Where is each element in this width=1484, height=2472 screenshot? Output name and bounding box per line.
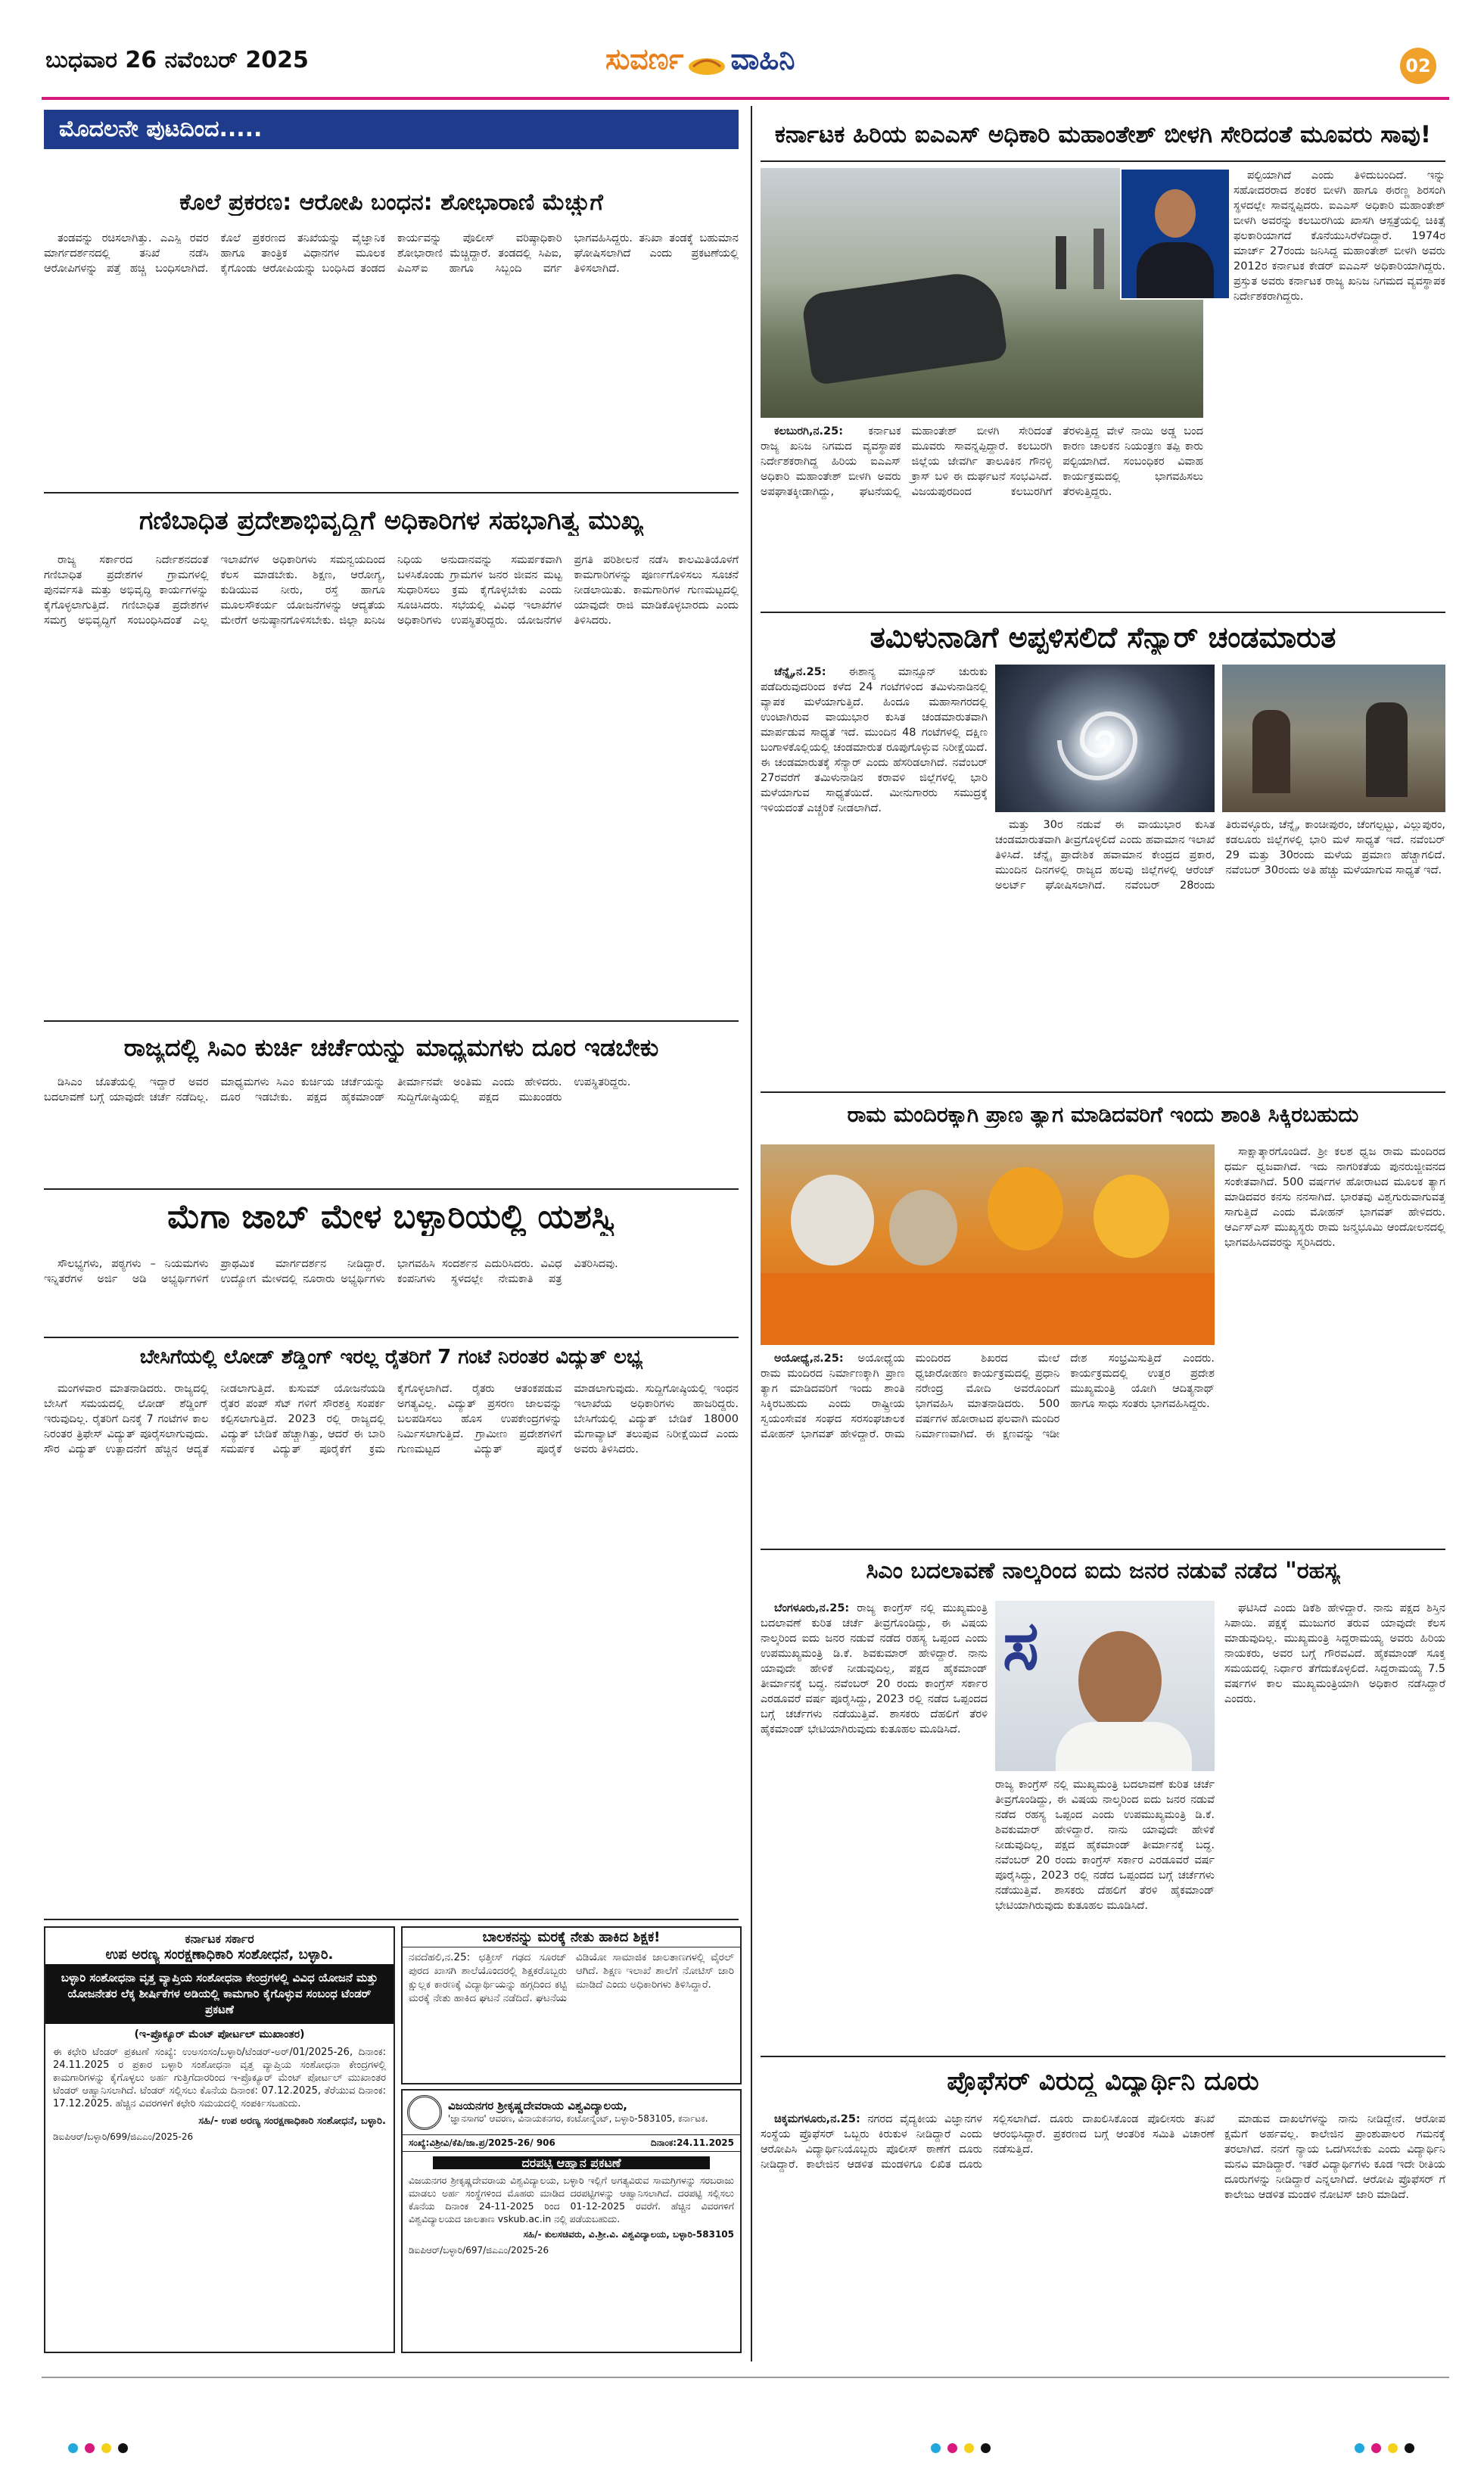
black-dot	[118, 2443, 128, 2453]
article-4-text: ಸೌಲಭ್ಯಗಳು, ಪಠ್ಯಗಳು – ನಿಯಮಗಳು ಇನ್ನಿತರೆಗಳ ಅರ್ಜಿ ಅಡಿ ಅಭ್ಯರ್ಥಿಗಳಿಗೆ ಪ್ರಾಥಮಿಕ ಮಾರ್ಗದರ್ಶನ ನೀಡಿದ್ದಾರೆ. ಉದ್ಯೋಗ ಮೇಳದಲ್ಲಿ ನೂರಾರು ಅಭ್ಯರ್ಥಿಗಳು ಭಾಗವಹಿಸಿ ಸಂದರ್ಶನ ಎದುರಿಸಿದರು. ವಿವಿಧ ಕಂಪನಿಗಳು ಸ್ಥಳದಲ್ಲೇ ನೇಮಕಾತಿ ಪತ್ರ ವಿತರಿಸಿದವು.	[44, 1258, 618, 1285]
divider	[44, 1919, 739, 1920]
r1-body-continued	[1234, 168, 1445, 606]
tender-notice-forest	[44, 1926, 395, 2353]
masthead-rule	[42, 97, 1449, 100]
article-3-body	[44, 1075, 739, 1185]
magenta-dot	[947, 2443, 957, 2453]
r2-body	[761, 665, 988, 1088]
r4-body	[761, 1601, 988, 2051]
r3-para	[761, 1351, 1215, 1442]
article-4-body	[44, 1256, 739, 1332]
tender-notice-university	[401, 2089, 742, 2353]
article-1-text: ತಂಡವನ್ನು ರಚಿಸಲಾಗಿತ್ತು. ಎಎಸ್ಪಿ ರವರ ಮಾರ್ಗದರ್ಶನದಲ್ಲಿ ತನಿಖೆ ನಡೆಸಿ ಆರೋಪಿಗಳನ್ನು ಪತ್ತೆ ಹಚ್ಚಿ ಬಂಧಿಸಲಾಗಿದೆ. ಕೊಲೆ ಪ್ರಕರಣದ ತನಿಖೆಯನ್ನು ವೈಜ್ಞಾನಿಕ ಹಾಗೂ ತಾಂತ್ರಿಕ ವಿಧಾನಗಳ ಮೂಲಕ ಕೈಗೊಂಡು ಆರೋಪಿಯನ್ನು ಬಂಧಿಸಿದ ತಂಡದ ಕಾರ್ಯವನ್ನು ಪೊಲೀಸ್ ವರಿಷ್ಠಾಧಿಕಾರಿ ಶೋಭಾರಾಣಿ ಮೆಚ್ಚಿದ್ದಾರೆ. ತಂಡದಲ್ಲಿ ಸಿಪಿಐ, ಪಿಎಸ್ಐ ಹಾಗೂ ಸಿಬ್ಬಂದಿ ವರ್ಗ ಭಾಗವಹಿಸಿದ್ದರು. ತನಿಖಾ ತಂಡಕ್ಕೆ ಬಹುಮಾನ ಘೋಷಿಸಲಾಗಿದೆ ಎಂದು ಪ್ರಕಟಣೆಯಲ್ಲಿ ತಿಳಿಸಲಾಗಿದೆ.	[44, 232, 739, 275]
r2-text-2: ಮತ್ತು 30ರ ನಡುವೆ ಈ ವಾಯುಭಾರ ಕುಸಿತ ಚಂಡಮಾರುತವಾಗಿ ತೀವ್ರಗೊಳ್ಳಲಿದೆ ಎಂದು ಹವಾಮಾನ ಇಲಾಖೆ ತಿಳಿಸಿದೆ. ಚೆನ್ನೈ ಪ್ರಾದೇಶಿಕ ಹವಾಮಾನ ಕೇಂದ್ರದ ಪ್ರಕಾರ, ಮುಂದಿನ ದಿನಗಳಲ್ಲಿ ರಾಜ್ಯದ ಹಲವು ಜಿಲ್ಲೆಗಳಲ್ಲಿ ಆರೆಂಜ್ ಅಲರ್ಟ್ ಘೋಷಿಸಲಾಗಿದೆ. ನವೆಂಬರ್ 28ರಂದು ತಿರುವಳ್ಳೂರು, ಚೆನ್ನೈ, ಕಾಂಚೀಪುರಂ, ಚೆಂಗಲ್ಪಟ್ಟು, ವಿಲ್ಲುಪುರಂ, ಕಡಲೂರು ಜಿಲ್ಲೆಗಳಲ್ಲಿ ಭಾರಿ ಮಳೆ ಸಾಧ್ಯತೆ ಇದೆ. ನವೆಂಬರ್ 29 ಮತ್ತು 30ರಂದು ಮಳೆಯ ಪ್ರಮಾಣ ಹೆಚ್ಚಾಗಲಿದೆ. ನವೆಂಬರ್ 30ರಂದು ಅತಿ ಹೆಚ್ಚು ಮಳೆಯಾಗುವ ಸಾಧ್ಯತೆ ಇದೆ.	[995, 819, 1445, 892]
cyan-dot	[1355, 2443, 1364, 2453]
article-5-text: ಮಂಗಳವಾರ ಮಾತನಾಡಿದರು. ರಾಜ್ಯದಲ್ಲಿ ಬೇಸಿಗೆ ಸಮಯದಲ್ಲಿ ಲೋಡ್ ಶೆಡ್ಡಿಂಗ್ ಇರುವುದಿಲ್ಲ. ರೈತರಿಗೆ ದಿನಕ್ಕೆ 7 ಗಂಟೆಗಳ ಕಾಲ ನಿರಂತರ ತ್ರಿಫೇಸ್ ವಿದ್ಯುತ್ ಪೂರೈಸಲಾಗುವುದು. ಸೌರ ವಿದ್ಯುತ್ ಉತ್ಪಾದನೆಗೆ ಹೆಚ್ಚಿನ ಆದ್ಯತೆ ನೀಡಲಾಗುತ್ತಿದೆ. ಕುಸುಮ್ ಯೋಜನೆಯಡಿ ರೈತರ ಪಂಪ್ ಸೆಟ್ ಗಳಿಗೆ ಸೌರಶಕ್ತಿ ಸಂಪರ್ಕ ಕಲ್ಪಿಸಲಾಗುತ್ತಿದೆ. 2023 ರಲ್ಲಿ ರಾಜ್ಯದಲ್ಲಿ ವಿದ್ಯುತ್ ಬೇಡಿಕೆ ಹೆಚ್ಚಾಗಿತ್ತು, ಆದರೆ ಈ ಬಾರಿ ಸಮರ್ಪಕ ವಿದ್ಯುತ್ ಪೂರೈಕೆಗೆ ಕ್ರಮ ಕೈಗೊಳ್ಳಲಾಗಿದೆ. ರೈತರು ಆತಂಕಪಡುವ ಅಗತ್ಯವಿಲ್ಲ. ವಿದ್ಯುತ್ ಪ್ರಸರಣ ಜಾಲವನ್ನು ಬಲಪಡಿಸಲು ಹೊಸ ಉಪಕೇಂದ್ರಗಳನ್ನು ನಿರ್ಮಿಸಲಾಗುತ್ತಿದೆ. ಗ್ರಾಮೀಣ ಪ್ರದೇಶಗಳಿಗೆ ಗುಣಮಟ್ಟದ ವಿದ್ಯುತ್ ಪೂರೈಕೆ ಮಾಡಲಾಗುವುದು. ಸುದ್ದಿಗೋಷ್ಠಿಯಲ್ಲಿ ಇಂಧನ ಇಲಾಖೆಯ ಅಧಿಕಾರಿಗಳು ಹಾಜರಿದ್ದರು. ಬೇಸಿಗೆಯಲ್ಲಿ ವಿದ್ಯುತ್ ಬೇಡಿಕೆ 18000 ಮೆಗಾವ್ಯಾಟ್ ತಲುಪುವ ನಿರೀಕ್ಷೆಯಿದೆ ಎಂದು ಅವರು ತಿಳಿಸಿದರು.	[44, 1383, 739, 1455]
r2-para	[761, 665, 988, 816]
divider	[44, 492, 739, 493]
r1-body	[761, 424, 1203, 606]
r5-para	[761, 2112, 1215, 2172]
r3-text: ಅಯೋಧ್ಯೆಯ ರಾಮ ಮಂದಿರದ ನಿರ್ಮಾಣಕ್ಕಾಗಿ ಪ್ರಾಣ ತ್ಯಾಗ ಮಾಡಿದವರಿಗೆ ಇಂದು ಶಾಂತಿ ಸಿಕ್ಕಿರಬಹುದು ಎಂದು ರಾಷ್ಟ್ರೀಯ ಸ್ವಯಂಸೇವಕ ಸಂಘದ ಸರಸಂಘಚಾಲಕ ಮೋಹನ್ ಭಾಗವತ್ ಹೇಳಿದ್ದಾರೆ. ರಾಮ ಮಂದಿರದ ಶಿಖರದ ಮೇಲೆ ಧ್ವಜಾರೋಹಣ ಕಾರ್ಯಕ್ರಮದಲ್ಲಿ ಪ್ರಧಾನಿ ನರೇಂದ್ರ ಮೋದಿ ಅವರೊಂದಿಗೆ ಭಾಗವಹಿಸಿ ಮಾತನಾಡಿದರು. 500 ವರ್ಷಗಳ ಹೋರಾಟದ ಫಲವಾಗಿ ಮಂದಿರ ನಿರ್ಮಾಣವಾಗಿದೆ. ಈ ಕ್ಷಣವನ್ನು ಇಡೀ ದೇಶ ಸಂಭ್ರಮಿಸುತ್ತಿದೆ ಎಂದರು. ಕಾರ್ಯಕ್ರಮದಲ್ಲಿ ಉತ್ತರ ಪ್ರದೇಶ ಮುಖ್ಯಮಂತ್ರಿ ಯೋಗಿ ಆದಿತ್ಯನಾಥ್ ಹಾಗೂ ಸಾಧು ಸಂತರು ಭಾಗವಹಿಸಿದ್ದರು.	[761, 1353, 1215, 1440]
divider	[44, 1337, 739, 1338]
masthead	[0, 0, 1484, 76]
tender2-text: ವಿಜಯನಗರ ಶ್ರೀಕೃಷ್ಣದೇವರಾಯ ವಿಶ್ವವಿದ್ಯಾಲಯ, ಬಳ್ಳಾರಿ ಇಲ್ಲಿಗೆ ಅಗತ್ಯವಿರುವ ಸಾಮಗ್ರಿಗಳನ್ನು ಸರಬರಾಜು ಮಾಡಲು ಅರ್ಹ ಸಂಸ್ಥೆಗಳಿಂದ ಮೊಹರು ಮಾಡಿದ ದರಪಟ್ಟಿಗಳನ್ನು ಆಹ್ವಾನಿಸಲಾಗಿದೆ. ದರಪಟ್ಟಿ ಸಲ್ಲಿಸಲು ಕೊನೆಯ ದಿನಾಂಕ 24-11-2025 ರಿಂದ 01-12-2025 ರವರೆಗೆ. ಹೆಚ್ಚಿನ ವಿವರಗಳಿಗೆ ವಿಶ್ವವಿದ್ಯಾಲಯದ ಜಾಲತಾಣ vskub.ac.in ನಲ್ಲಿ ಪಡೆಯಬಹುದು.	[409, 2175, 734, 2224]
tender-gov: ಕರ್ನಾಟಕ ಸರ್ಕಾರ	[185, 1932, 254, 1946]
r5-body	[761, 2112, 1215, 2350]
r5-body-continued	[1224, 2112, 1445, 2350]
flood-damage-photo	[1222, 665, 1445, 812]
section-banner-text: ಮೊದಲನೇ ಪುಟದಿಂದ.....	[59, 116, 263, 142]
ram-mandir-event-photo	[761, 1144, 1215, 1345]
logo-emblem-icon	[687, 54, 726, 77]
article-6-headline: ಬಾಲಕನನ್ನು ಮರಕ್ಕೆ ನೇತು ಹಾಕಿದ ಶಿಕ್ಷಕ!	[403, 1928, 740, 1947]
paper-name-2: ವಾಹಿನಿ	[730, 42, 795, 76]
official-portrait-photo	[1120, 168, 1230, 300]
r5-dateline: ಚಿಕ್ಕಮಗಳೂರು,ನ.25:	[774, 2113, 860, 2125]
tender-ref-date: ದಿನಾಂಕ:24.11.2025	[650, 2137, 734, 2148]
r2-dateline: ಚೆನ್ನೈ,ನ.25:	[774, 666, 826, 678]
cyan-dot	[68, 2443, 78, 2453]
article-5-headline: ಬೇಸಿಗೆಯಲ್ಲಿ ಲೋಡ್ ಶೆಡ್ಡಿಂಗ್ ಇರಲ್ಲ ರೈತರಿಗೆ 7 ಗಂಟೆ ನಿರಂತರ ವಿದ್ಯುತ್ ಲಭ್ಯ	[139, 1346, 643, 1368]
registration-marks-center	[931, 2443, 1082, 2455]
yellow-dot	[1388, 2443, 1398, 2453]
tender-office: ಉಪ ಅರಣ್ಯ ಸಂರಕ್ಷಣಾಧಿಕಾರಿ ಸಂಶೋಧನೆ, ಬಳ್ಳಾರಿ.	[105, 1947, 334, 1963]
r5-text-2: ಮಾಡುವ ದಾಖಲೆಗಳನ್ನು ನಾನು ನೀಡಿದ್ದೇನೆ. ಆರೋಪ ಕ್ಷಮೆಗೆ ಅರ್ಹವಲ್ಲ. ಕಾಲೇಜಿನ ಪ್ರಾಂಶುಪಾಲರ ಗಮನಕ್ಕೆ ತರಲಾಗಿದೆ. ನನಗೆ ನ್ಯಾಯ ಒದಗಿಸಬೇಕು ಎಂದು ವಿದ್ಯಾರ್ಥಿನಿ ಮನವಿ ಮಾಡಿದ್ದಾರೆ. ಇತರೆ ವಿದ್ಯಾರ್ಥಿಗಳು ಕೂಡ ಇದೇ ರೀತಿಯ ದೂರುಗಳನ್ನು ನೀಡಿದ್ದಾರೆ ಎನ್ನಲಾಗಿದೆ. ಆರೋಪಿ ಪ್ರೊಫೆಸರ್ ಗೆ ಕಾಲೇಜು ಆಡಳಿತ ಮಂಡಳಿ ನೋಟಿಸ್ ಜಾರಿ ಮಾಡಿದೆ.	[1224, 2113, 1445, 2201]
article-6-text: ನವದೆಹಲಿ,ನ.25: ಛತ್ತೀಸ್ ಗಢದ ಸೂರಜ್ ಪುರದ ಖಾಸಗಿ ಶಾಲೆಯೊಂದರಲ್ಲಿ ಶಿಕ್ಷಕರೊಬ್ಬರು ಕ್ಷುಲ್ಲಕ ಕಾರಣಕ್ಕೆ ವಿದ್ಯಾರ್ಥಿಯನ್ನು ಹಗ್ಗದಿಂದ ಕಟ್ಟಿ ಮರಕ್ಕೆ ನೇತು ಹಾಕಿದ ಘಟನೆ ನಡೆದಿದೆ. ಘಟನೆಯ ವಿಡಿಯೋ ಸಾಮಾಜಿಕ ಜಾಲತಾಣಗಳಲ್ಲಿ ವೈರಲ್ ಆಗಿದೆ. ಶಿಕ್ಷಣ ಇಲಾಖೆ ಶಾಲೆಗೆ ನೋಟಿಸ್ ಜಾರಿ ಮಾಡಿದೆ ಎಂದು ಅಧಿಕಾರಿಗಳು ತಿಳಿಸಿದ್ದಾರೆ.	[409, 1951, 734, 2004]
university-address: 'ಜ್ಞಾನಸಾಗರ' ಆವರಣ, ವಿನಾಯಕನಗರ, ಕಂಟೋನ್ಮೆಂಟ್, ಬಳ್ಳಾರಿ-583105, ಕರ್ನಾಟಕ.	[448, 2113, 708, 2124]
r4-text-mid: ರಾಜ್ಯ ಕಾಂಗ್ರೆಸ್ ನಲ್ಲಿ ಮುಖ್ಯಮಂತ್ರಿ ಬದಲಾವಣೆ ಕುರಿತ ಚರ್ಚೆ ತೀವ್ರಗೊಂಡಿದ್ದು, ಈ ವಿಷಯ ನಾಲ್ಕರಿಂದ ಐದು ಜನರ ನಡುವೆ ನಡೆದ ರಹಸ್ಯ ಒಪ್ಪಂದ ಎಂದು ಉಪಮುಖ್ಯಮಂತ್ರಿ ಡಿ.ಕೆ. ಶಿವಕುಮಾರ್ ಹೇಳಿದ್ದಾರೆ. ನಾನು ಯಾವುದೇ ಹೇಳಿಕೆ ನೀಡುವುದಿಲ್ಲ, ಪಕ್ಷದ ಹೈಕಮಾಂಡ್ ತೀರ್ಮಾನಕ್ಕೆ ಬದ್ಧ. ನವೆಂಬರ್ 20 ರಂದು ಕಾಂಗ್ರೆಸ್ ಸರ್ಕಾರ ಎರಡೂವರೆ ವರ್ಷ ಪೂರೈಸಿದ್ದು, 2023 ರಲ್ಲಿ ನಡೆದ ಒಪ್ಪಂದದ ಬಗ್ಗೆ ಚರ್ಚೆಗಳು ನಡೆಯುತ್ತಿವೆ. ಶಾಸಕರು ದೆಹಲಿಗೆ ತೆರಳಿ ಹೈಕಮಾಂಡ್ ಭೇಟಿಯಾಗಿರುವುದು ಕುತೂಹಲ ಮೂಡಿಸಿದೆ.	[995, 1779, 1215, 1912]
article-6-box	[401, 1926, 742, 2084]
page-number-badge	[1400, 48, 1436, 84]
r3-text-2: ಸಾಕ್ಷಾತ್ಕಾರಗೊಂಡಿದೆ. ಶ್ರೀ ಕಲಶ ಧ್ವಜ ರಾಮ ಮಂದಿರದ ಧರ್ಮ ಧ್ವಜವಾಗಿದೆ. ಇದು ನಾಗರಿಕತೆಯ ಪುನರುಜ್ಜೀವನದ ಸಂಕೇತವಾಗಿದೆ. 500 ವರ್ಷಗಳ ಹೋರಾಟದ ಮೂಲಕ ತ್ಯಾಗ ಮಾಡಿದವರ ಕನಸು ನನಸಾಗಿದೆ. ಭಾರತವು ವಿಶ್ವಗುರುವಾಗುವತ್ತ ಸಾಗುತ್ತಿದೆ ಎಂದು ಮೋಹನ್ ಭಾಗವತ್ ಹೇಳಿದರು. ಆರ್ಎಸ್ಎಸ್ ಮುಖ್ಯಸ್ಥರು ರಾಮ ಜನ್ಮಭೂಮಿ ಆಂದೋಲನದಲ್ಲಿ ಭಾಗವಹಿಸಿದವರನ್ನು ಸ್ಮರಿಸಿದರು.	[1224, 1146, 1445, 1249]
r3-body-continued	[1224, 1144, 1445, 1544]
r1-text: ಕರ್ನಾಟಕ ರಾಜ್ಯ ಖನಿಜ ನಿಗಮದ ವ್ಯವಸ್ಥಾಪಕ ನಿರ್ದೇಶಕರಾಗಿದ್ದ ಹಿರಿಯ ಐಎಎಸ್ ಅಧಿಕಾರಿ ಮಹಾಂತೇಶ್ ಬೀಳಗಿ ಅವರು ಅಪಘಾತಕ್ಕೀಡಾಗಿದ್ದು, ಘಟನೆಯಲ್ಲಿ ಮಹಾಂತೇಶ್ ಬೀಳಗಿ ಸೇರಿದಂತೆ ಮೂವರು ಸಾವನ್ನಪ್ಪಿದ್ದಾರೆ. ಕಲಬುರಗಿ ಜಿಲ್ಲೆಯ ಜೇವರ್ಗಿ ತಾಲೂಕಿನ ಗೌನಳ್ಳಿ ಕ್ರಾಸ್ ಬಳಿ ಈ ದುರ್ಘಟನೆ ಸಂಭವಿಸಿದೆ. ವಿಜಯಪುರದಿಂದ ಕಲಬುರಗಿಗೆ ತೆರಳುತ್ತಿದ್ದ ವೇಳೆ ನಾಯಿ ಅಡ್ಡ ಬಂದ ಕಾರಣ ಚಾಲಕನ ನಿಯಂತ್ರಣ ತಪ್ಪಿ ಕಾರು ಪಲ್ಟಿಯಾಗಿದೆ. ಸಂಬಂಧಿಕರ ವಿವಾಹ ಕಾರ್ಯಕ್ರಮದಲ್ಲಿ ಭಾಗವಹಿಸಲು ತೆರಳುತ್ತಿದ್ದರು.	[761, 425, 1203, 498]
r1-dateline: ಕಲಬುರಗಿ,ನ.25:	[774, 425, 844, 437]
registration-marks-right	[1355, 2443, 1445, 2455]
r4-text-2: ಘಟಿಸಿದೆ ಎಂದು ಡಿಕೆಶಿ ಹೇಳಿದ್ದಾರೆ. ನಾನು ಪಕ್ಷದ ಶಿಸ್ತಿನ ಸಿಪಾಯಿ. ಪಕ್ಷಕ್ಕೆ ಮುಜುಗರ ತರುವ ಯಾವುದೇ ಕೆಲಸ ಮಾಡುವುದಿಲ್ಲ. ಮುಖ್ಯಮಂತ್ರಿ ಸಿದ್ದರಾಮಯ್ಯ ಅವರು ಹಿರಿಯ ನಾಯಕರು, ಅವರ ಬಗ್ಗೆ ಗೌರವವಿದೆ. ಹೈಕಮಾಂಡ್ ಸೂಕ್ತ ಸಮಯದಲ್ಲಿ ನಿರ್ಧಾರ ತೆಗೆದುಕೊಳ್ಳಲಿದೆ. ಸಿದ್ದರಾಮಯ್ಯ 7.5 ವರ್ಷಗಳ ಕಾಲ ಮುಖ್ಯಮಂತ್ರಿಯಾಗಿ ಅಧಿಕಾರ ನಡೆಸಿದ್ದಾರೆ ಎಂದರು.	[1224, 1602, 1445, 1705]
divider	[761, 612, 1445, 613]
dk-shivakumar-photo: ಸ	[995, 1601, 1215, 1771]
r1-text-2: ಪಲ್ಟಿಯಾಗಿದೆ ಎಂದು ತಿಳಿದುಬಂದಿದೆ. ಇನ್ನು ಸಹೋದರರಾದ ಶಂಕರ ಬೀಳಗಿ ಹಾಗೂ ಈರಣ್ಣ ಶಿರಸಂಗಿ ಸ್ಥಳದಲ್ಲೇ ಸಾವನ್ನಪ್ಪಿದರು. ಐಎಎಸ್ ಅಧಿಕಾರಿ ಮಹಾಂತೇಶ್ ಬೀಳಗಿ ಅವರನ್ನು ಕಲಬುರಗಿಯ ಖಾಸಗಿ ಆಸ್ಪತ್ರೆಯಲ್ಲಿ ಚಿಕಿತ್ಸೆ ಫಲಕಾರಿಯಾಗದೆ ಕೊನೆಯುಸಿರೆಳೆದಿದ್ದಾರೆ. 1974ರ ಮಾರ್ಚ್ 27ರಂದು ಜನಿಸಿದ್ದ ಮಹಾಂತೇಶ್ ಬೀಳಗಿ ಅವರು 2012ರ ಕರ್ನಾಟಕ ಕೇಡರ್ ಐಎಎಸ್ ಅಧಿಕಾರಿಯಾಗಿದ್ದರು. ಪ್ರಸ್ತುತ ಅವರು ಕರ್ನಾಟಕ ರಾಜ್ಯ ಖನಿಜ ನಿಗಮದ ವ್ಯವಸ್ಥಾಪಕ ನಿರ್ದೇಶಕರಾಗಿದ್ದರು.	[1234, 170, 1445, 303]
tender-text: ಈ ಕಛೇರಿ ಟೆಂಡರ್ ಪ್ರಕಟಣೆ ಸಂಖ್ಯೆ: ಉಅಸಂಸಂ/ಬಳ್ಳಾರಿ/ಟೆಂಡರ್-ಅರ್/01/2025-26, ದಿನಾಂಕ: 24.11.2025 ರ ಪ್ರಕಾರ ಬಳ್ಳಾರಿ ಸಂಶೋಧನಾ ವೃತ್ತ ವ್ಯಾಪ್ತಿಯ ಸಂಶೋಧನಾ ಕೇಂದ್ರಗಳಲ್ಲಿ ಕಾಮಗಾರಿಗಳನ್ನು ಕೈಗೊಳ್ಳಲು ಅರ್ಹ ಗುತ್ತಿಗೆದಾರರಿಂದ ಇ-ಪ್ರೊಕ್ಯೂರ್ ಮೆಂಟ್ ಪೋರ್ಟಲ್ ಮುಖಾಂತರ ಟೆಂಡರ್ ಆಹ್ವಾನಿಸಲಾಗಿದೆ. ಟೆಂಡರ್ ಸಲ್ಲಿಸಲು ಕೊನೆಯ ದಿನಾಂಕ: 07.12.2025, ತೆರೆಯುವ ದಿನಾಂಕ: 17.12.2025. ಹೆಚ್ಚಿನ ವಿವರಗಳಿಗೆ ಕಛೇರಿ ಸಮಯದಲ್ಲಿ ಸಂಪರ್ಕಿಸಬಹುದು.	[53, 2047, 386, 2109]
tender-code: ಡಿಐಪಿಆರ್/ಬಳ್ಳಾರಿ/699/ಜಿಎಎಂ/2025-26	[53, 2131, 194, 2142]
section-banner	[44, 110, 739, 149]
tender2-code: ಡಿಐಪಿಆರ್/ಬಳ್ಳಾರಿ/697/ಜಿಎಎಂ/2025-26	[409, 2245, 549, 2256]
r4-para	[761, 1601, 988, 1737]
paper-name-1: ಸುವರ್ಣ	[605, 42, 684, 76]
article-2-headline: ಗಣಿಬಾಧಿತ ಪ್ರದೇಶಾಭಿವೃದ್ಧಿಗೆ ಅಧಿಕಾರಿಗಳ ಸಹಭಾಗಿತ್ವ ಮುಖ್ಯ	[139, 506, 643, 536]
r4-dateline: ಬೆಂಗಳೂರು,ನ.25:	[774, 1602, 850, 1614]
tender2-title: ದರಪಟ್ಟಿ ಆಹ್ವಾನ ಪ್ರಕಟಣೆ	[433, 2156, 710, 2169]
divider	[761, 1549, 1445, 1550]
university-name: ವಿಜಯನಗರ ಶ್ರೀಕೃಷ್ಣದೇವರಾಯ ವಿಶ್ವವಿದ್ಯಾಲಯ,	[448, 2099, 628, 2112]
page-number: 02	[1405, 55, 1431, 76]
university-seal-icon	[407, 2095, 442, 2130]
r5-headline: ಪ್ರೊಫೆಸರ್ ವಿರುದ್ಧ ವಿದ್ಯಾರ್ಥಿನಿ ದೂರು	[947, 2066, 1259, 2097]
article-4-headline: ಮೆಗಾ ಜಾಬ್ ಮೇಳ ಬಳ್ಳಾರಿಯಲ್ಲಿ ಯಶಸ್ವಿ	[167, 1197, 615, 1236]
article-3-headline: ರಾಜ್ಯದಲ್ಲಿ ಸಿಎಂ ಕುರ್ಚಿ ಚರ್ಚೆಯನ್ನು ಮಾಧ್ಯಮಗಳು ದೂರ ಇಡಬೇಕು	[123, 1033, 659, 1062]
r3-body	[761, 1351, 1215, 1544]
magenta-dot	[1371, 2443, 1381, 2453]
column-divider	[751, 106, 752, 2361]
tender-sub: (ಇ-ಪ್ರೊಕ್ಯೂರ್ ಮೆಂಟ್ ಪೋರ್ಟಲ್ ಮುಖಾಂತರ)	[134, 2028, 305, 2041]
cyclone-satellite-photo	[995, 665, 1215, 812]
r1-headline: ಕರ್ನಾಟಕ ಹಿರಿಯ ಐಎಎಸ್ ಅಧಿಕಾರಿ ಮಹಾಂತೇಶ್ ಬೀಳಗಿ ಸೇರಿದಂತೆ ಮೂವರು ಸಾವು!	[774, 121, 1432, 148]
article-2-body	[44, 553, 739, 1007]
yellow-dot	[101, 2443, 111, 2453]
yellow-dot	[964, 2443, 974, 2453]
r5-text: ನಗರದ ವೈದ್ಯಕೀಯ ವಿಜ್ಞಾನಗಳ ಸಂಸ್ಥೆಯ ಪ್ರೊಫೆಸರ್ ಒಬ್ಬರು ಕಿರುಕುಳ ನೀಡಿದ್ದಾರೆ ಎಂದು ಆರೋಪಿಸಿ ವಿದ್ಯಾರ್ಥಿನಿಯೊಬ್ಬರು ಪೊಲೀಸ್ ಠಾಣೆಗೆ ದೂರು ನೀಡಿದ್ದಾರೆ. ಕಾಲೇಜಿನ ಆಡಳಿತ ಮಂಡಳಿಗೂ ಲಿಖಿತ ದೂರು ಸಲ್ಲಿಸಲಾಗಿದೆ. ದೂರು ದಾಖಲಿಸಿಕೊಂಡ ಪೊಲೀಸರು ತನಿಖೆ ಆರಂಭಿಸಿದ್ದಾರೆ. ಪ್ರಕರಣದ ಬಗ್ಗೆ ಆಂತರಿಕ ಸಮಿತಿ ವಿಚಾರಣೆ ನಡೆಸುತ್ತಿದೆ.	[761, 2113, 1215, 2171]
divider	[761, 1091, 1445, 1093]
r4-text: ರಾಜ್ಯ ಕಾಂಗ್ರೆಸ್ ನಲ್ಲಿ ಮುಖ್ಯಮಂತ್ರಿ ಬದಲಾವಣೆ ಕುರಿತ ಚರ್ಚೆ ತೀವ್ರಗೊಂಡಿದ್ದು, ಈ ವಿಷಯ ನಾಲ್ಕರಿಂದ ಐದು ಜನರ ನಡುವೆ ನಡೆದ ರಹಸ್ಯ ಒಪ್ಪಂದ ಎಂದು ಉಪಮುಖ್ಯಮಂತ್ರಿ ಡಿ.ಕೆ. ಶಿವಕುಮಾರ್ ಹೇಳಿದ್ದಾರೆ. ನಾನು ಯಾವುದೇ ಹೇಳಿಕೆ ನೀಡುವುದಿಲ್ಲ, ಪಕ್ಷದ ಹೈಕಮಾಂಡ್ ತೀರ್ಮಾನಕ್ಕೆ ಬದ್ಧ. ನವೆಂಬರ್ 20 ರಂದು ಕಾಂಗ್ರೆಸ್ ಸರ್ಕಾರ ಎರಡೂವರೆ ವರ್ಷ ಪೂರೈಸಿದ್ದು, 2023 ರಲ್ಲಿ ನಡೆದ ಒಪ್ಪಂದದ ಬಗ್ಗೆ ಚರ್ಚೆಗಳು ನಡೆಯುತ್ತಿವೆ. ಶಾಸಕರು ದೆಹಲಿಗೆ ತೆರಳಿ ಹೈಕಮಾಂಡ್ ಭೇಟಿಯಾಗಿರುವುದು ಕುತೂಹಲ ಮೂಡಿಸಿದೆ.	[761, 1602, 988, 1736]
tender-ref-no: ಸಂಖ್ಯೆ:ವಿಶ್ರೀವಿ/ಕೆಪಿ/ಜಾ.ಪ್ರ/2025-26/ 906	[409, 2137, 555, 2148]
tender-title: ಬಳ್ಳಾರಿ ಸಂಶೋಧನಾ ವೃತ್ತ ವ್ಯಾಪ್ತಿಯ ಸಂಶೋಧನಾ ಕೇಂದ್ರಗಳಲ್ಲಿ ವಿವಿಧ ಯೋಜನೆ ಮತ್ತು ಯೋಜನೇತರ ಲೆಕ್ಕ ಶೀರ್ಷಿಕೆಗಳ ಅಡಿಯಲ್ಲಿ ಕಾಮಗಾರಿ ಕೈಗೊಳ್ಳುವ ಸಂಬಂಧ ಟೆಂಡರ್ ಪ್ರಕಟಣೆ	[45, 1964, 394, 2024]
article-3-text: ಡಿಸಿಎಂ ಜೊತೆಯಲ್ಲಿ ಇದ್ದಾರೆ ಅವರ ಬದಲಾವಣೆ ಬಗ್ಗೆ ಯಾವುದೇ ಚರ್ಚೆ ನಡೆದಿಲ್ಲ. ಮಾಧ್ಯಮಗಳು ಸಿಎಂ ಕುರ್ಚಿಯ ಚರ್ಚೆಯನ್ನು ದೂರ ಇಡಬೇಕು. ಪಕ್ಷದ ಹೈಕಮಾಂಡ್ ತೀರ್ಮಾನವೇ ಅಂತಿಮ ಎಂದು ಹೇಳಿದರು. ಸುದ್ದಿಗೋಷ್ಠಿಯಲ್ಲಿ ಪಕ್ಷದ ಮುಖಂಡರು ಉಪಸ್ಥಿತರಿದ್ದರು.	[44, 1076, 631, 1104]
article-1-body	[44, 231, 739, 488]
black-dot	[981, 2443, 991, 2453]
divider	[44, 1188, 739, 1190]
r2-text: ಈಶಾನ್ಯ ಮಾನ್ಸೂನ್ ಚುರುಕು ಪಡೆದಿರುವುದರಿಂದ ಕಳೆದ 24 ಗಂಟೆಗಳಿಂದ ತಮಿಳುನಾಡಿನಲ್ಲಿ ವ್ಯಾಪಕ ಮಳೆಯಾಗುತ್ತಿದೆ. ಹಿಂದೂ ಮಹಾಸಾಗರದಲ್ಲಿ ಉಂಟಾಗಿರುವ ವಾಯುಭಾರ ಕುಸಿತ ಚಂಡಮಾರುತವಾಗಿ ಮಾರ್ಪಡುವ ಸಾಧ್ಯತೆ ಇದೆ. ಮುಂದಿನ 48 ಗಂಟೆಗಳಲ್ಲಿ ದಕ್ಷಿಣ ಬಂಗಾಳಕೊಲ್ಲಿಯಲ್ಲಿ ಚಂಡಮಾರುತ ರೂಪುಗೊಳ್ಳುವ ನಿರೀಕ್ಷೆಯಿದೆ. ಈ ಚಂಡಮಾರುತಕ್ಕೆ ಸೆನ್ಯಾರ್ ಎಂದು ಹೆಸರಿಡಲಾಗಿದೆ. ನವೆಂಬರ್ 27ರವರೆಗೆ ತಮಿಳುನಾಡಿನ ಕರಾವಳಿ ಜಿಲ್ಲೆಗಳಲ್ಲಿ ಭಾರಿ ಮಳೆಯಾಗುವ ಸಾಧ್ಯತೆಯಿದೆ. ಮೀನುಗಾರರು ಸಮುದ್ರಕ್ಕೆ ಇಳಿಯದಂತೆ ಎಚ್ಚರಿಕೆ ನೀಡಲಾಗಿದೆ.	[761, 666, 988, 814]
r4-body-mid	[995, 1777, 1215, 2051]
divider	[761, 2056, 1445, 2057]
issue-date: ಬುಧವಾರ 26 ನವೆಂಬರ್ 2025	[45, 47, 309, 73]
black-dot	[1405, 2443, 1414, 2453]
article-2-text: ರಾಜ್ಯ ಸರ್ಕಾರದ ನಿರ್ದೇಶನದಂತೆ ಗಣಿಬಾಧಿತ ಪ್ರದೇಶಗಳ ಗ್ರಾಮಗಳಲ್ಲಿ ಪುನರ್ವಸತಿ ಮತ್ತು ಅಭಿವೃದ್ಧಿ ಕಾರ್ಯಗಳನ್ನು ಕೈಗೊಳ್ಳಲಾಗುತ್ತಿದೆ. ಗಣಿಬಾಧಿತ ಪ್ರದೇಶಗಳ ಸಮಗ್ರ ಅಭಿವೃದ್ಧಿಗೆ ಸಂಬಂಧಿಸಿದಂತೆ ಎಲ್ಲ ಇಲಾಖೆಗಳ ಅಧಿಕಾರಿಗಳು ಸಮನ್ವಯದಿಂದ ಕೆಲಸ ಮಾಡಬೇಕು. ಶಿಕ್ಷಣ, ಆರೋಗ್ಯ, ಕುಡಿಯುವ ನೀರು, ರಸ್ತೆ ಹಾಗೂ ಮೂಲಸೌಕರ್ಯ ಯೋಜನೆಗಳನ್ನು ಆದ್ಯತೆಯ ಮೇರೆಗೆ ಅನುಷ್ಠಾನಗೊಳಿಸಬೇಕು. ಜಿಲ್ಲಾ ಖನಿಜ ನಿಧಿಯ ಅನುದಾನವನ್ನು ಸಮರ್ಪಕವಾಗಿ ಬಳಸಿಕೊಂಡು ಗ್ರಾಮಗಳ ಜನರ ಜೀವನ ಮಟ್ಟ ಸುಧಾರಿಸಲು ಕ್ರಮ ಕೈಗೊಳ್ಳಬೇಕು ಎಂದು ಸೂಚಿಸಿದರು. ಸಭೆಯಲ್ಲಿ ವಿವಿಧ ಇಲಾಖೆಗಳ ಅಧಿಕಾರಿಗಳು ಉಪಸ್ಥಿತರಿದ್ದರು. ಯೋಜನೆಗಳ ಪ್ರಗತಿ ಪರಿಶೀಲನೆ ನಡೆಸಿ ಕಾಲಮಿತಿಯೊಳಗೆ ಕಾಮಗಾರಿಗಳನ್ನು ಪೂರ್ಣಗೊಳಿಸಲು ಸೂಚನೆ ನೀಡಲಾಯಿತು. ಕಾಮಗಾರಿಗಳ ಗುಣಮಟ್ಟದಲ್ಲಿ ಯಾವುದೇ ರಾಜಿ ಮಾಡಿಕೊಳ್ಳಬಾರದು ಎಂದು ತಿಳಿಸಿದರು.	[44, 554, 739, 627]
r3-headline: ರಾಮ ಮಂದಿರಕ್ಕಾಗಿ ಪ್ರಾಣ ತ್ಯಾಗ ಮಾಡಿದವರಿಗೆ ಇಂದು ಶಾಂತಿ ಸಿಕ್ಕಿರಬಹುದು	[847, 1102, 1359, 1127]
r2-headline: ತಮಿಳುನಾಡಿಗೆ ಅಪ್ಪಳಿಸಲಿದೆ ಸೆನ್ಯಾರ್ ಚಂಡಮಾರುತ	[870, 621, 1336, 654]
r3-dateline: ಅಯೋಧ್ಯೆ,ನ.25:	[774, 1353, 844, 1365]
paper-logo	[605, 42, 795, 76]
tender2-sign: ಸಹಿ/- ಕುಲಸಚಿವರು, ವಿ.ಶ್ರೀ.ವಿ. ವಿಶ್ವವಿದ್ಯಾಲಯ, ಬಳ್ಳಾರಿ-583105	[523, 2229, 734, 2240]
footer-rule	[42, 2377, 1449, 2378]
divider	[761, 160, 1445, 162]
r1-para	[761, 424, 1203, 501]
r4-body-continued	[1224, 1601, 1445, 2051]
tender-sign: ಸಹಿ/- ಉಪ ಅರಣ್ಯ ಸಂರಕ್ಷಣಾಧಿಕಾರಿ ಸಂಶೋಧನೆ, ಬಳ್ಳಾರಿ.	[198, 2116, 386, 2127]
divider	[44, 1020, 739, 1022]
r4-headline: ಸಿಎಂ ಬದಲಾವಣೆ ನಾಲ್ಕರಿಂದ ಐದು ಜನರ ನಡುವೆ ನಡೆದ "ರಹಸ್ಯ	[866, 1558, 1340, 1584]
magenta-dot	[85, 2443, 95, 2453]
article-5-body	[44, 1381, 739, 1911]
cyan-dot	[931, 2443, 941, 2453]
r2-body-continued	[995, 817, 1445, 1088]
registration-marks-left	[68, 2443, 219, 2455]
article-1-headline: ಕೊಲೆ ಪ್ರಕರಣ: ಆರೋಪಿ ಬಂಧನ: ಶೋಭಾರಾಣಿ ಮೆಚ್ಚುಗೆ	[179, 189, 603, 216]
